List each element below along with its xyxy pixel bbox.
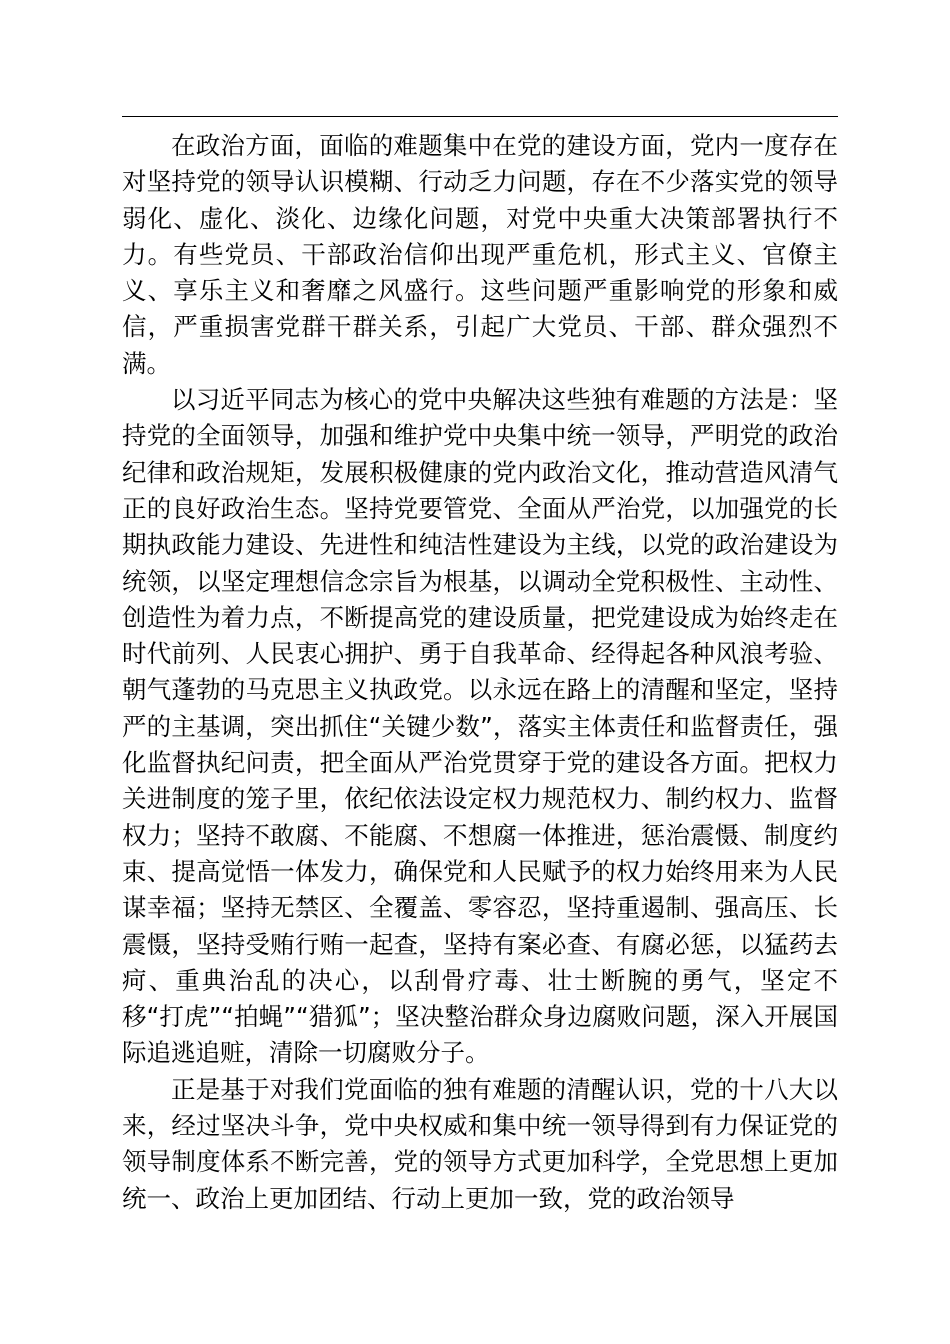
body-text	[122, 128, 838, 1217]
header-rule	[122, 116, 838, 117]
paragraph-central-committee-methods: 以习近平同志为核心的党中央解决这些独有难题的方法是：坚持党的全面领导，加强和维护党中央集中统一领导，严明党的政治纪律和政治规矩，发展积极健康的党内政治文化，推动营造风清气正的良好政治生态。坚持党要管党、全面从严治党，以加强党的长期执政能力建设、先进性和纯洁性建设为主线，以党的政治建设为统领，以坚定理想信念宗旨为根基，以调动全党积极性、主动性、创造性为着力点，不断提高党的建设质量，把党建设成为始终走在时代前列、人民衷心拥护、勇于自我革命、经得起各种风浪考验、朝气蓬勃的马克思主义执政党。以永远在路上的清醒和坚定，坚持严的主基调，突出抓住“关键少数”，落实主体责任和监督责任，强化监督执纪问责，把全面从严治党贯穿于党的建设各方面。把权力关进制度的笼子里，依纪依法设定权力规范权力、制约权力、监督权力；坚持不敢腐、不能腐、不想腐一体推进，惩治震慑、制度约束、提高觉悟一体发力，确保党和人民赋予的权力始终用来为人民谋幸福；坚持无禁区、全覆盖、零容忍，坚持重遏制、强高压、长震慑，坚持受贿行贿一起查，坚持有案必查、有腐必惩，以猛药去疴、重典治乱的决心，以刮骨疗毒、壮士断腕的勇气，坚定不移“打虎”“拍蝇”“猎狐”；坚决整治群众身边腐败问题，深入开展国际追逃追赃，清除一切腐败分子。	[122, 385, 838, 1068]
paragraph-politics-problems: 在政治方面，面临的难题集中在党的建设方面，党内一度存在对坚持党的领导认识模糊、行动乏力问题，存在不少落实党的领导弱化、虚化、淡化、边缘化问题，对党中央重大决策部署执行不力。有些党员、干部政治信仰出现严重危机，形式主义、官僚主义、享乐主义和奢靡之风盛行。这些问题严重影响党的形象和威信，严重损害党群干群关系，引起广大党员、干部、群众强烈不满。	[122, 131, 838, 378]
paragraph-since-18th-congress: 正是基于对我们党面临的独有难题的清醒认识，党的十八大以来，经过坚决斗争，党中央权威和集中统一领导得到有力保证党的领导制度体系不断完善，党的领导方式更加科学，全党思想上更加统一、政治上更加团结、行动上更加一致，党的政治领导	[122, 1074, 838, 1213]
